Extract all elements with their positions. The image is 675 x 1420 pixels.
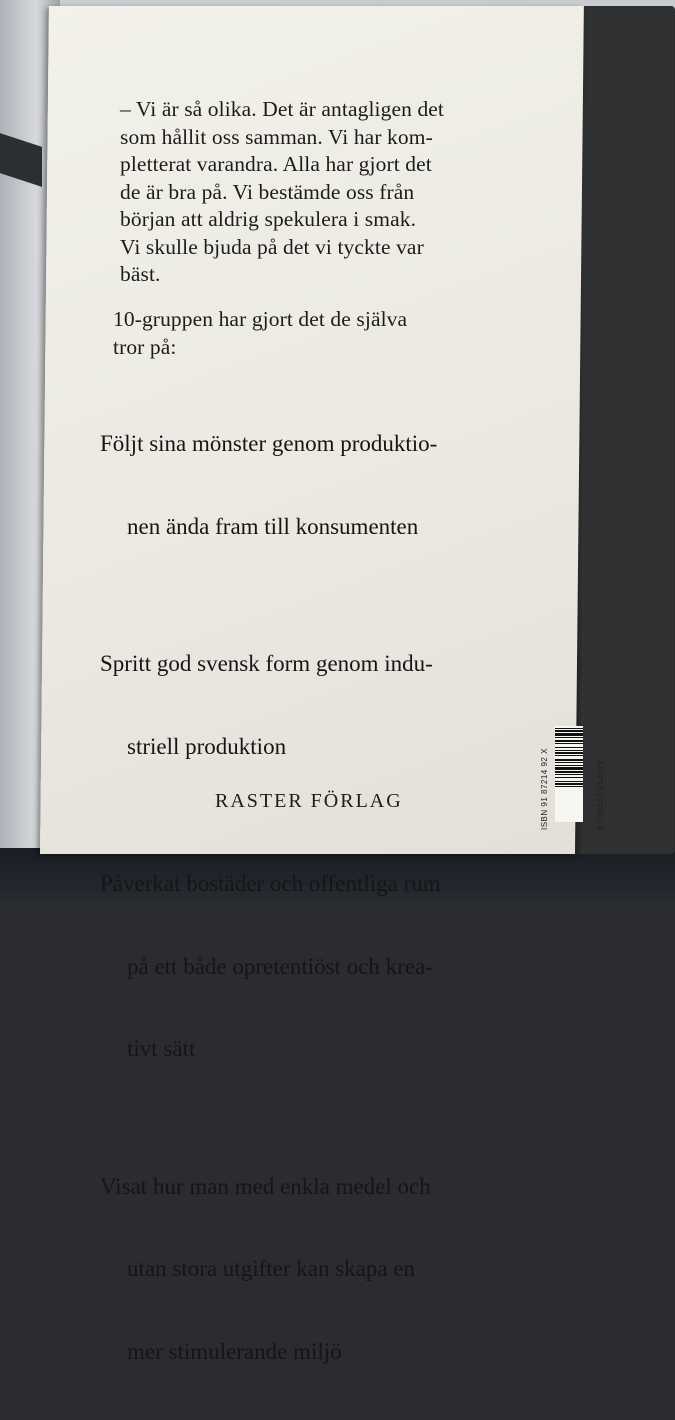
quote-line: pletterat varandra. Alla har gjort det bbox=[120, 152, 432, 176]
quote-line: som hållit oss samman. Vi har kom- bbox=[120, 125, 433, 149]
barcode-bar bbox=[555, 743, 583, 744]
publisher-name: RASTER FÖRLAG bbox=[215, 790, 403, 813]
list-item bbox=[100, 375, 441, 595]
barcode-bar bbox=[555, 740, 583, 742]
isbn-number: ISBN 91 87214 92 X bbox=[540, 720, 549, 830]
barcode-bar bbox=[555, 755, 583, 756]
list-item-line: Påverkat bostäder och offentliga rum bbox=[100, 870, 441, 898]
intro-line: 10-gruppen har gjort det de själva bbox=[113, 307, 407, 331]
achievements-list bbox=[100, 375, 441, 1420]
quote-line: de är bra på. Vi bestämde oss från bbox=[120, 180, 414, 204]
barcode bbox=[545, 720, 595, 830]
list-item-line: striell produktion bbox=[100, 733, 441, 761]
quote-line: Vi skulle bjuda på det vi tyckte var bbox=[120, 235, 424, 259]
barcode-bar bbox=[555, 750, 583, 751]
list-item-line: på ett både opretentiöst och krea- bbox=[100, 953, 441, 981]
list-item-line: mer stimulerande miljö bbox=[100, 1338, 441, 1366]
barcode-bar bbox=[555, 733, 583, 736]
barcode-bar bbox=[555, 786, 583, 787]
barcode-bar bbox=[555, 777, 583, 778]
list-item bbox=[100, 815, 441, 1118]
list-item-line: utan stora utgifter kan skapa en bbox=[100, 1255, 441, 1283]
list-item bbox=[100, 595, 441, 815]
list-item-line: Visat hur man med enkla medel och bbox=[100, 1173, 441, 1201]
quote-line: bäst. bbox=[120, 262, 161, 286]
barcode-bar bbox=[555, 771, 583, 773]
intro-line: tror på: bbox=[113, 335, 176, 359]
barcode-bar bbox=[555, 747, 583, 748]
barcode-bar bbox=[555, 762, 583, 763]
barcode-bar bbox=[555, 783, 583, 785]
barcode-bar bbox=[555, 737, 583, 738]
quote-line: – Vi är så olika. Det är antagligen det bbox=[120, 97, 444, 121]
list-item-line: Följt sina mönster genom produktio- bbox=[100, 430, 441, 458]
list-item-line: tivt sätt bbox=[100, 1035, 441, 1063]
barcode-bar bbox=[555, 730, 583, 732]
barcode-bar bbox=[555, 767, 583, 770]
barcode-bar bbox=[555, 781, 583, 782]
ean-number: 9 789187 214929 bbox=[596, 720, 605, 830]
barcode-bar bbox=[555, 765, 583, 766]
barcode-bar bbox=[555, 759, 583, 761]
list-item-line: Spritt god svensk form genom indu- bbox=[100, 650, 441, 678]
barcode-bars bbox=[555, 726, 583, 822]
barcode-bar bbox=[555, 752, 583, 754]
list-item-line: nen ända fram till konsumenten bbox=[100, 513, 441, 541]
quote-paragraph bbox=[120, 96, 444, 289]
barcode-bar bbox=[555, 774, 583, 775]
list-item bbox=[100, 1118, 441, 1420]
barcode-bar bbox=[555, 728, 583, 729]
quote-line: början att aldrig spekulera i smak. bbox=[120, 207, 416, 231]
intro-paragraph bbox=[113, 306, 407, 361]
